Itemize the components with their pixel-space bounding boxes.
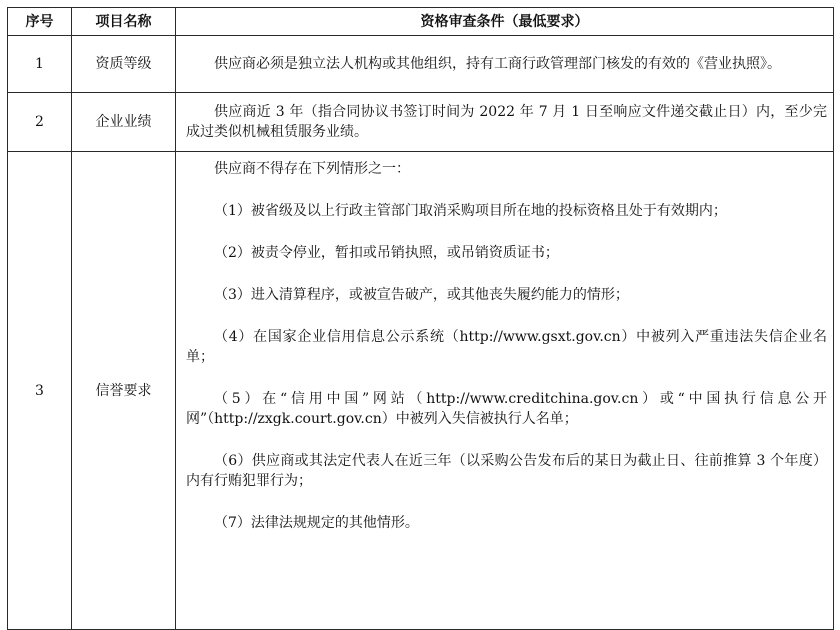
item-name: 资质等级 <box>72 36 176 93</box>
condition-item-4: （4）在国家企业信用信息公示系统（http://www.gsxt.gov.cn）中被列入严重违法失信企业名单； <box>186 329 827 365</box>
header-condition: 资格审查条件（最低要求） <box>176 8 834 36</box>
table-row <box>8 36 834 93</box>
condition-item-2: （2）被责令停业，暂扣或吊销执照，或吊销资质证书； <box>214 245 559 261</box>
row-number: 3 <box>8 152 72 630</box>
row-number: 2 <box>8 93 72 152</box>
condition-paragraph: 供应商必须是独立法人机构或其他组织，持有工商行政管理部门核发的有效的《营业执照》。 <box>214 56 781 72</box>
condition-cell <box>176 152 834 630</box>
condition-cell <box>176 36 834 93</box>
condition-item-5: （5）在“信用中国”网站（http://www.creditchina.gov.cn）或“中国执行信息公开网”（http://zxgk.court.gov.cn）中被列入失信被执行人名单； <box>186 391 827 427</box>
table-row <box>8 93 834 152</box>
condition-item-3: （3）进入清算程序，或被宣告破产，或其他丧失履约能力的情形； <box>214 287 629 303</box>
header-item-name: 项目名称 <box>72 8 176 36</box>
condition-item-1: （1）被省级及以上行政主管部门取消采购项目所在地的投标资格且处于有效期内； <box>214 203 727 219</box>
header-no: 序号 <box>8 8 72 36</box>
condition-cell <box>176 93 834 152</box>
qualification-table <box>7 7 834 630</box>
condition-paragraph: 供应商近 3 年（指合同协议书签订时间为 2022 年 7 月 1 日至响应文件递交截止日）内，至少完成过类似机械租赁服务业绩。 <box>186 104 827 140</box>
item-name: 企业业绩 <box>72 93 176 152</box>
table-header-row <box>8 8 834 36</box>
condition-intro: 供应商不得存在下列情形之一： <box>214 161 410 177</box>
condition-item-6: （6）供应商或其法定代表人在近三年（以采购公告发布后的某日为截止日、往前推算 3 个年度）内有行贿犯罪行为； <box>186 453 827 489</box>
table-row <box>8 152 834 630</box>
condition-item-7: （7）法律法规规定的其他情形。 <box>214 515 419 531</box>
row-number: 1 <box>8 36 72 93</box>
item-name: 信誉要求 <box>72 152 176 630</box>
